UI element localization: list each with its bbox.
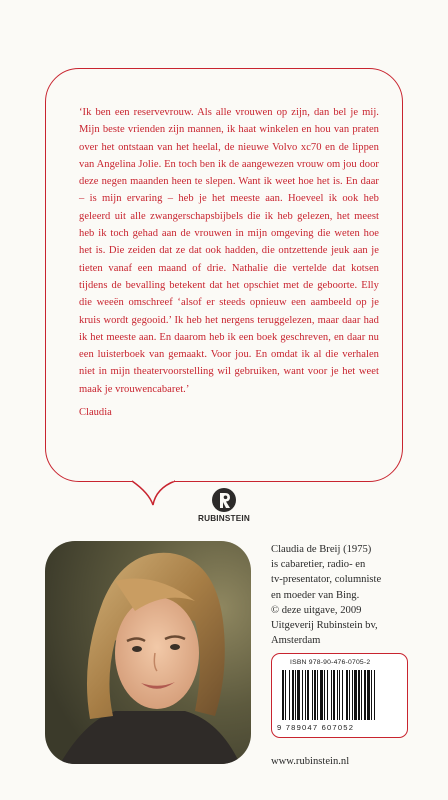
bio-line: © deze uitgave, 2009 [271, 604, 362, 616]
quote-signature: Claudia [79, 407, 112, 418]
author-photo [45, 541, 251, 764]
rubinstein-logo-icon [211, 487, 237, 513]
bio-line: Uitgeverij Rubinstein bv, [271, 620, 378, 632]
back-cover-quote: ‘Ik ben een reservevrouw. Als alle vrouwen op zijn, dan bel je mij. Mijn beste vrienden zijn mannen, ik haat winkelen en hou van praten over het ontstaan van het heelal, de nieuwe Volvo xc70 en de lippen van Angelina Jolie. En toch ben ik de aangewezen vrouw om jou door deze negen maanden heen te slepen. Want ik weet hoe het is. En daar – is mijn ervaring – heb je het meeste aan. Hoeveel ik ook heb geleerd uit alle zwangerschapsbijbels die ik heb gelezen, het meest heb ik toch gehad aan de vrouwen in mijn omgeving die weten hoe het is. Die zeiden dat ze dat ook hadden, die ontzettende jeuk aan je tieten vanaf een maand of drie. Nathalie die vertelde dat kotsen tijdens de bevalling betekent dat het opschiet met de geboorte. Elly die weeën omschreef ‘alsof er steeds opnieuw een aambeeld op je kruis wordt gegooid.’ Ik heb het nergens teruggelezen, maar daar had ik het meeste aan. En daarom heb ik een boek geschreven, en daar nu een luisterboek van gemaakt. Voor jou. En omdat ik al die verhalen niet in mijn theatervoorstelling wil gebruiken, want voor je het weet maak je vrouwencabaret.’ [79, 107, 379, 395]
barcode-icon [282, 670, 398, 722]
bio-line: en moeder van Bing. [271, 589, 360, 601]
bio-line: Amsterdam [271, 635, 321, 647]
bio-line: tv-presentator, columniste [271, 574, 382, 586]
bio-line: Claudia de Breij (1975) [271, 544, 372, 555]
bio-line: is cabaretier, radio- en [271, 559, 366, 571]
publisher-name: RUBINSTEIN [197, 514, 251, 523]
publisher-website: www.rubinstein.nl [271, 756, 350, 767]
isbn-label: ISBN 978-90-476-0705-2 [290, 659, 371, 666]
barcode-digits: 9 789047 607052 [277, 723, 355, 732]
author-bio [271, 542, 411, 648]
